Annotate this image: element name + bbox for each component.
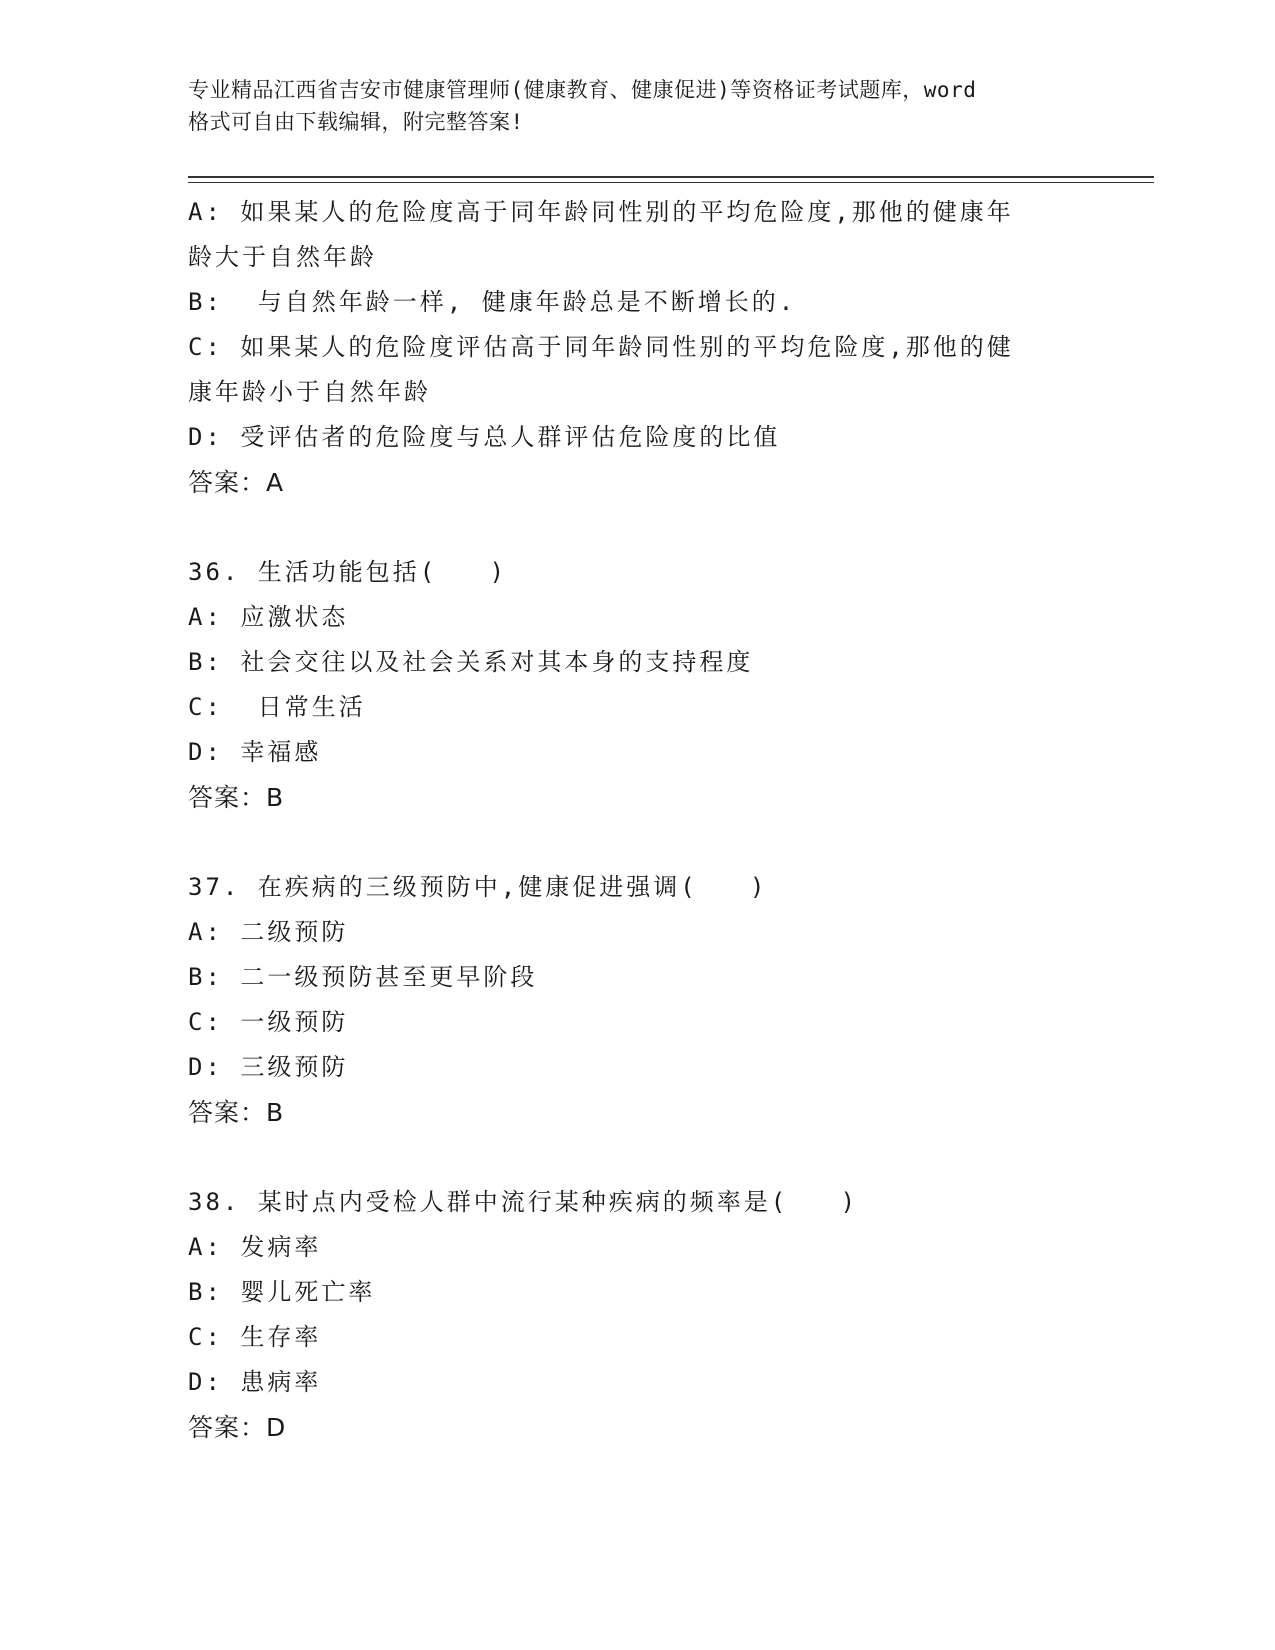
document-header: [188, 74, 1088, 138]
question-35-continued: [188, 190, 1088, 505]
header-line-2: 格式可自由下载编辑，附完整答案!: [188, 110, 524, 134]
option-line: D: 受评估者的危险度与总人群评估危险度的比值: [188, 423, 781, 451]
spacer: [188, 820, 1088, 865]
answer-line: 答案：A: [188, 468, 285, 497]
option-b: B: 婴儿死亡率: [188, 1278, 376, 1306]
option-a: A: 二级预防: [188, 918, 349, 946]
option-b: B: 二一级预防甚至更早阶段: [188, 963, 538, 991]
question-36: [188, 550, 1088, 820]
option-b: B: 社会交往以及社会关系对其本身的支持程度: [188, 648, 754, 676]
option-c: C: 生存率: [188, 1323, 322, 1351]
option-line: 龄大于自然年龄: [188, 243, 377, 271]
spacer: [188, 1135, 1088, 1180]
question-list: [188, 190, 1088, 1450]
option-c: C: 一级预防: [188, 1008, 349, 1036]
option-line: A: 如果某人的危险度高于同年龄同性别的平均危险度,那他的健康年: [188, 198, 1014, 226]
answer-line: 答案：D: [188, 1413, 287, 1442]
option-d: D: 三级预防: [188, 1053, 349, 1081]
spacer: [188, 505, 1088, 550]
header-divider-thin: [188, 182, 1154, 183]
answer-line: 答案：B: [188, 783, 285, 812]
answer-line: 答案：B: [188, 1098, 285, 1127]
option-c: C: 日常生活: [188, 693, 366, 721]
option-line: 康年龄小于自然年龄: [188, 378, 431, 406]
option-line: C: 如果某人的危险度评估高于同年龄同性别的平均危险度,那他的健: [188, 333, 1014, 361]
question-37: [188, 865, 1088, 1135]
question-stem: 36. 生活功能包括( ): [188, 558, 508, 586]
option-a: A: 发病率: [188, 1233, 322, 1261]
option-a: A: 应激状态: [188, 603, 349, 631]
option-line: B: 与自然年龄一样, 健康年龄总是不断增长的.: [188, 288, 797, 316]
question-stem: 38. 某时点内受检人群中流行某种疾病的频率是( ): [188, 1188, 859, 1216]
question-stem: 37. 在疾病的三级预防中,健康促进强调( ): [188, 873, 768, 901]
option-d: D: 幸福感: [188, 738, 322, 766]
header-line-1: 专业精品江西省吉安市健康管理师(健康教育、健康促进)等资格证考试题库，word: [188, 78, 977, 102]
question-38: [188, 1180, 1088, 1450]
header-divider-thick: [188, 176, 1154, 178]
option-d: D: 患病率: [188, 1368, 322, 1396]
